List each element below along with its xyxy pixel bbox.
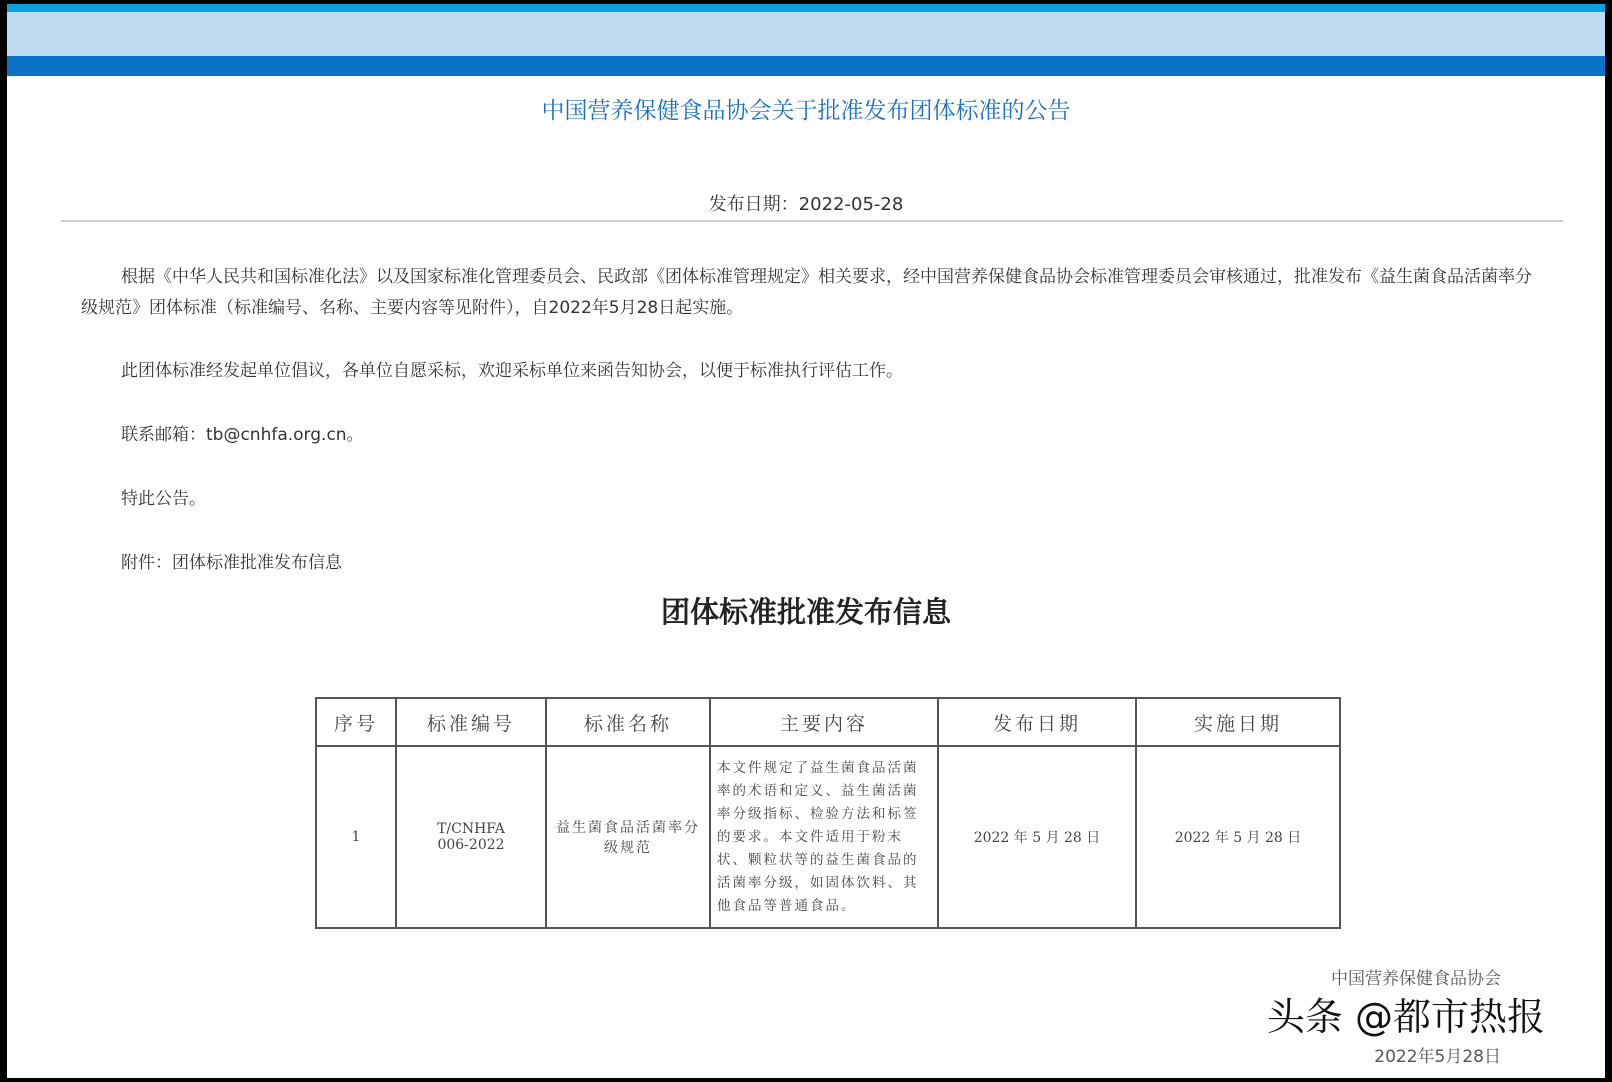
page-title: 中国营养保健食品协会关于批准发布团体标准的公告 — [541, 98, 1071, 124]
announcement-page — [7, 4, 1605, 1078]
divider — [61, 220, 1563, 222]
signature-date: 2022年5月28日 — [1374, 1047, 1501, 1067]
attachment-title: 团体标准批准发布信息 — [660, 595, 951, 629]
col-header: 实施日期 — [1136, 698, 1340, 746]
nav-bar — [7, 56, 1605, 76]
paragraph-2: 此团体标准经发起单位倡议，各单位自愿采标，欢迎采标单位来函告知协会，以便于标准执行评估工作。 — [121, 361, 903, 381]
paragraph-closing: 特此公告。 — [121, 489, 206, 509]
col-header: 标准名称 — [546, 698, 710, 746]
publish-date: 发布日期：2022-05-28 — [708, 194, 904, 215]
cell-publish-date: 2022 年 5 月 28 日 — [938, 746, 1136, 928]
cell-name: 益生菌食品活菌率分级规范 — [546, 746, 710, 928]
cell-effective-date: 2022 年 5 月 28 日 — [1136, 746, 1340, 928]
watermark: 头条 @都市热报 — [1266, 995, 1545, 1039]
col-header: 标准编号 — [396, 698, 546, 746]
col-header: 主要内容 — [710, 698, 938, 746]
cell-index: 1 — [316, 746, 396, 928]
cell-content: 本文件规定了益生菌食品活菌率的术语和定义、益生菌活菌率分级指标、检验方法和标签的要求。本文件适用于粉末状、颗粒状等的益生菌食品的活菌率分级，如固体饮料、其他食品等普通食品。 — [710, 746, 938, 928]
attachment-label: 附件：团体标准批准发布信息 — [121, 553, 342, 573]
table-header-row — [316, 698, 1340, 746]
standards-table — [315, 697, 1341, 929]
table-row — [316, 746, 1340, 928]
header-banner — [7, 12, 1605, 56]
contact-email: 联系邮箱：tb@cnhfa.org.cn。 — [121, 425, 364, 445]
col-header: 发布日期 — [938, 698, 1136, 746]
cell-code: T/CNHFA 006-2022 — [396, 746, 546, 928]
col-header: 序号 — [316, 698, 396, 746]
signature-org: 中国营养保健食品协会 — [1331, 969, 1501, 989]
header-stripe — [7, 4, 1605, 12]
paragraph-1: 根据《中华人民共和国标准化法》以及国家标准化管理委员会、民政部《团体标准管理规定》相关要求，经中国营养保健食品协会标准管理委员会审核通过，批准发布《益生菌食品活菌率分级规范》团体标准（标准编号、名称、主要内容等见附件），自2022年5月28日起实施。 — [81, 267, 1532, 318]
